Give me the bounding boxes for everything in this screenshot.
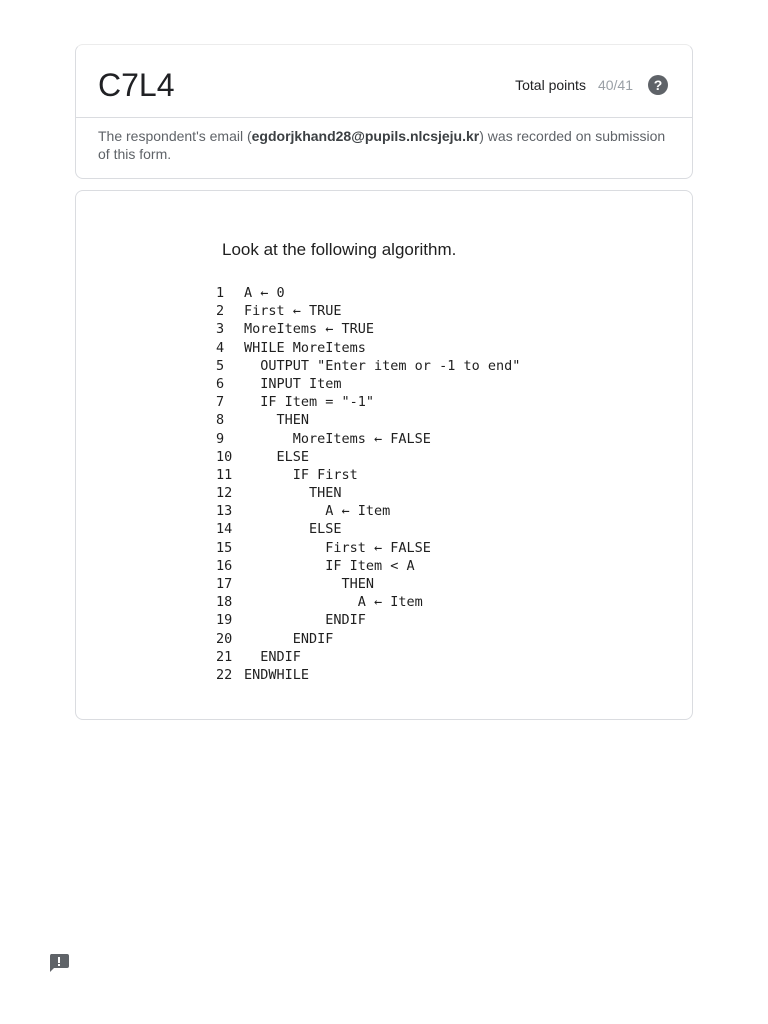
code-line-number: 16	[216, 557, 233, 574]
code-line-text: THEN	[244, 412, 310, 429]
code-line	[216, 357, 520, 375]
form-header-top	[76, 45, 692, 118]
code-line	[216, 339, 520, 357]
code-line-text: THEN	[244, 485, 342, 502]
code-line	[216, 575, 520, 593]
algorithm-code-image	[216, 284, 520, 684]
code-line-number: 10	[216, 448, 233, 465]
help-icon[interactable]: ?	[648, 75, 668, 95]
code-line-text: MoreItems ← FALSE	[244, 430, 431, 447]
respondent-email: egdorjkhand28@pupils.nlcsjeju.kr	[251, 128, 480, 144]
code-line-number: 3	[216, 321, 225, 338]
code-line-text: ELSE	[244, 521, 342, 538]
code-line	[216, 393, 520, 411]
code-line-text: First ← TRUE	[244, 303, 342, 320]
code-line-number: 22	[216, 666, 233, 683]
code-line-number: 4	[216, 339, 225, 356]
report-feedback-icon[interactable]	[49, 954, 69, 972]
code-line-text: OUTPUT "Enter item or -1 to end"	[244, 357, 521, 374]
code-line-text: IF Item = "-1"	[244, 394, 375, 411]
code-line	[216, 484, 520, 502]
code-line	[216, 648, 520, 666]
code-line-text: A ← Item	[244, 594, 423, 611]
code-line-text: A ← 0	[244, 285, 285, 301]
code-line	[216, 630, 520, 648]
code-line-number: 21	[216, 648, 233, 665]
question-intro: Look at the following algorithm.	[222, 240, 457, 259]
code-line-text: A ← Item	[244, 503, 391, 520]
code-line	[216, 593, 520, 611]
form-header-card	[75, 44, 693, 179]
email-note-suffix: ) was recorded on submission of this form.	[98, 128, 666, 162]
code-line	[216, 320, 520, 338]
code-line-number: 5	[216, 357, 225, 374]
total-points-label: Total points	[515, 77, 586, 93]
code-line-text: IF Item < A	[244, 557, 415, 574]
code-line-text: ENDIF	[244, 648, 301, 665]
code-line	[216, 539, 520, 557]
form-title: C7L4	[98, 67, 175, 103]
code-line-number: 8	[216, 412, 225, 429]
code-line-number: 2	[216, 303, 225, 320]
code-line	[216, 430, 520, 448]
code-line-text: ELSE	[244, 448, 310, 465]
code-line	[216, 611, 520, 629]
code-line	[216, 284, 520, 302]
code-line-number: 14	[216, 521, 233, 538]
code-line-number: 17	[216, 576, 233, 592]
code-line	[216, 666, 520, 684]
code-line-text: ENDIF	[244, 612, 366, 629]
code-line-number: 12	[216, 485, 233, 502]
code-line	[216, 520, 520, 538]
total-points-value: 40/41	[597, 77, 633, 93]
code-line-number: 11	[216, 466, 233, 483]
code-line-number: 18	[216, 594, 233, 611]
respondent-email-note	[98, 127, 670, 163]
code-line	[216, 502, 520, 520]
question-card	[75, 190, 693, 720]
code-line	[216, 375, 520, 393]
code-line-text: THEN	[244, 576, 375, 592]
code-line-text: ENDIF	[244, 630, 334, 647]
code-line-number: 6	[216, 375, 225, 392]
code-line-text: MoreItems ← TRUE	[244, 321, 375, 338]
code-line-number: 20	[216, 630, 233, 647]
code-line-number: 9	[216, 430, 225, 447]
code-line-text: ENDWHILE	[244, 666, 310, 683]
code-line	[216, 448, 520, 466]
code-line-number: 15	[216, 539, 233, 556]
code-line-number: 1	[216, 285, 225, 301]
code-line	[216, 466, 520, 484]
code-line-number: 19	[216, 612, 233, 629]
code-line	[216, 557, 520, 575]
code-line-number: 13	[216, 503, 233, 520]
code-line-text: INPUT Item	[244, 375, 342, 392]
email-note-prefix: The respondent's email (	[98, 128, 252, 144]
code-line-text: WHILE MoreItems	[244, 339, 366, 356]
code-line-text: First ← FALSE	[244, 539, 431, 556]
code-line	[216, 411, 520, 429]
total-points	[515, 75, 668, 95]
code-line-number: 7	[216, 394, 225, 411]
code-line-text: IF First	[244, 466, 358, 483]
code-line	[216, 302, 520, 320]
